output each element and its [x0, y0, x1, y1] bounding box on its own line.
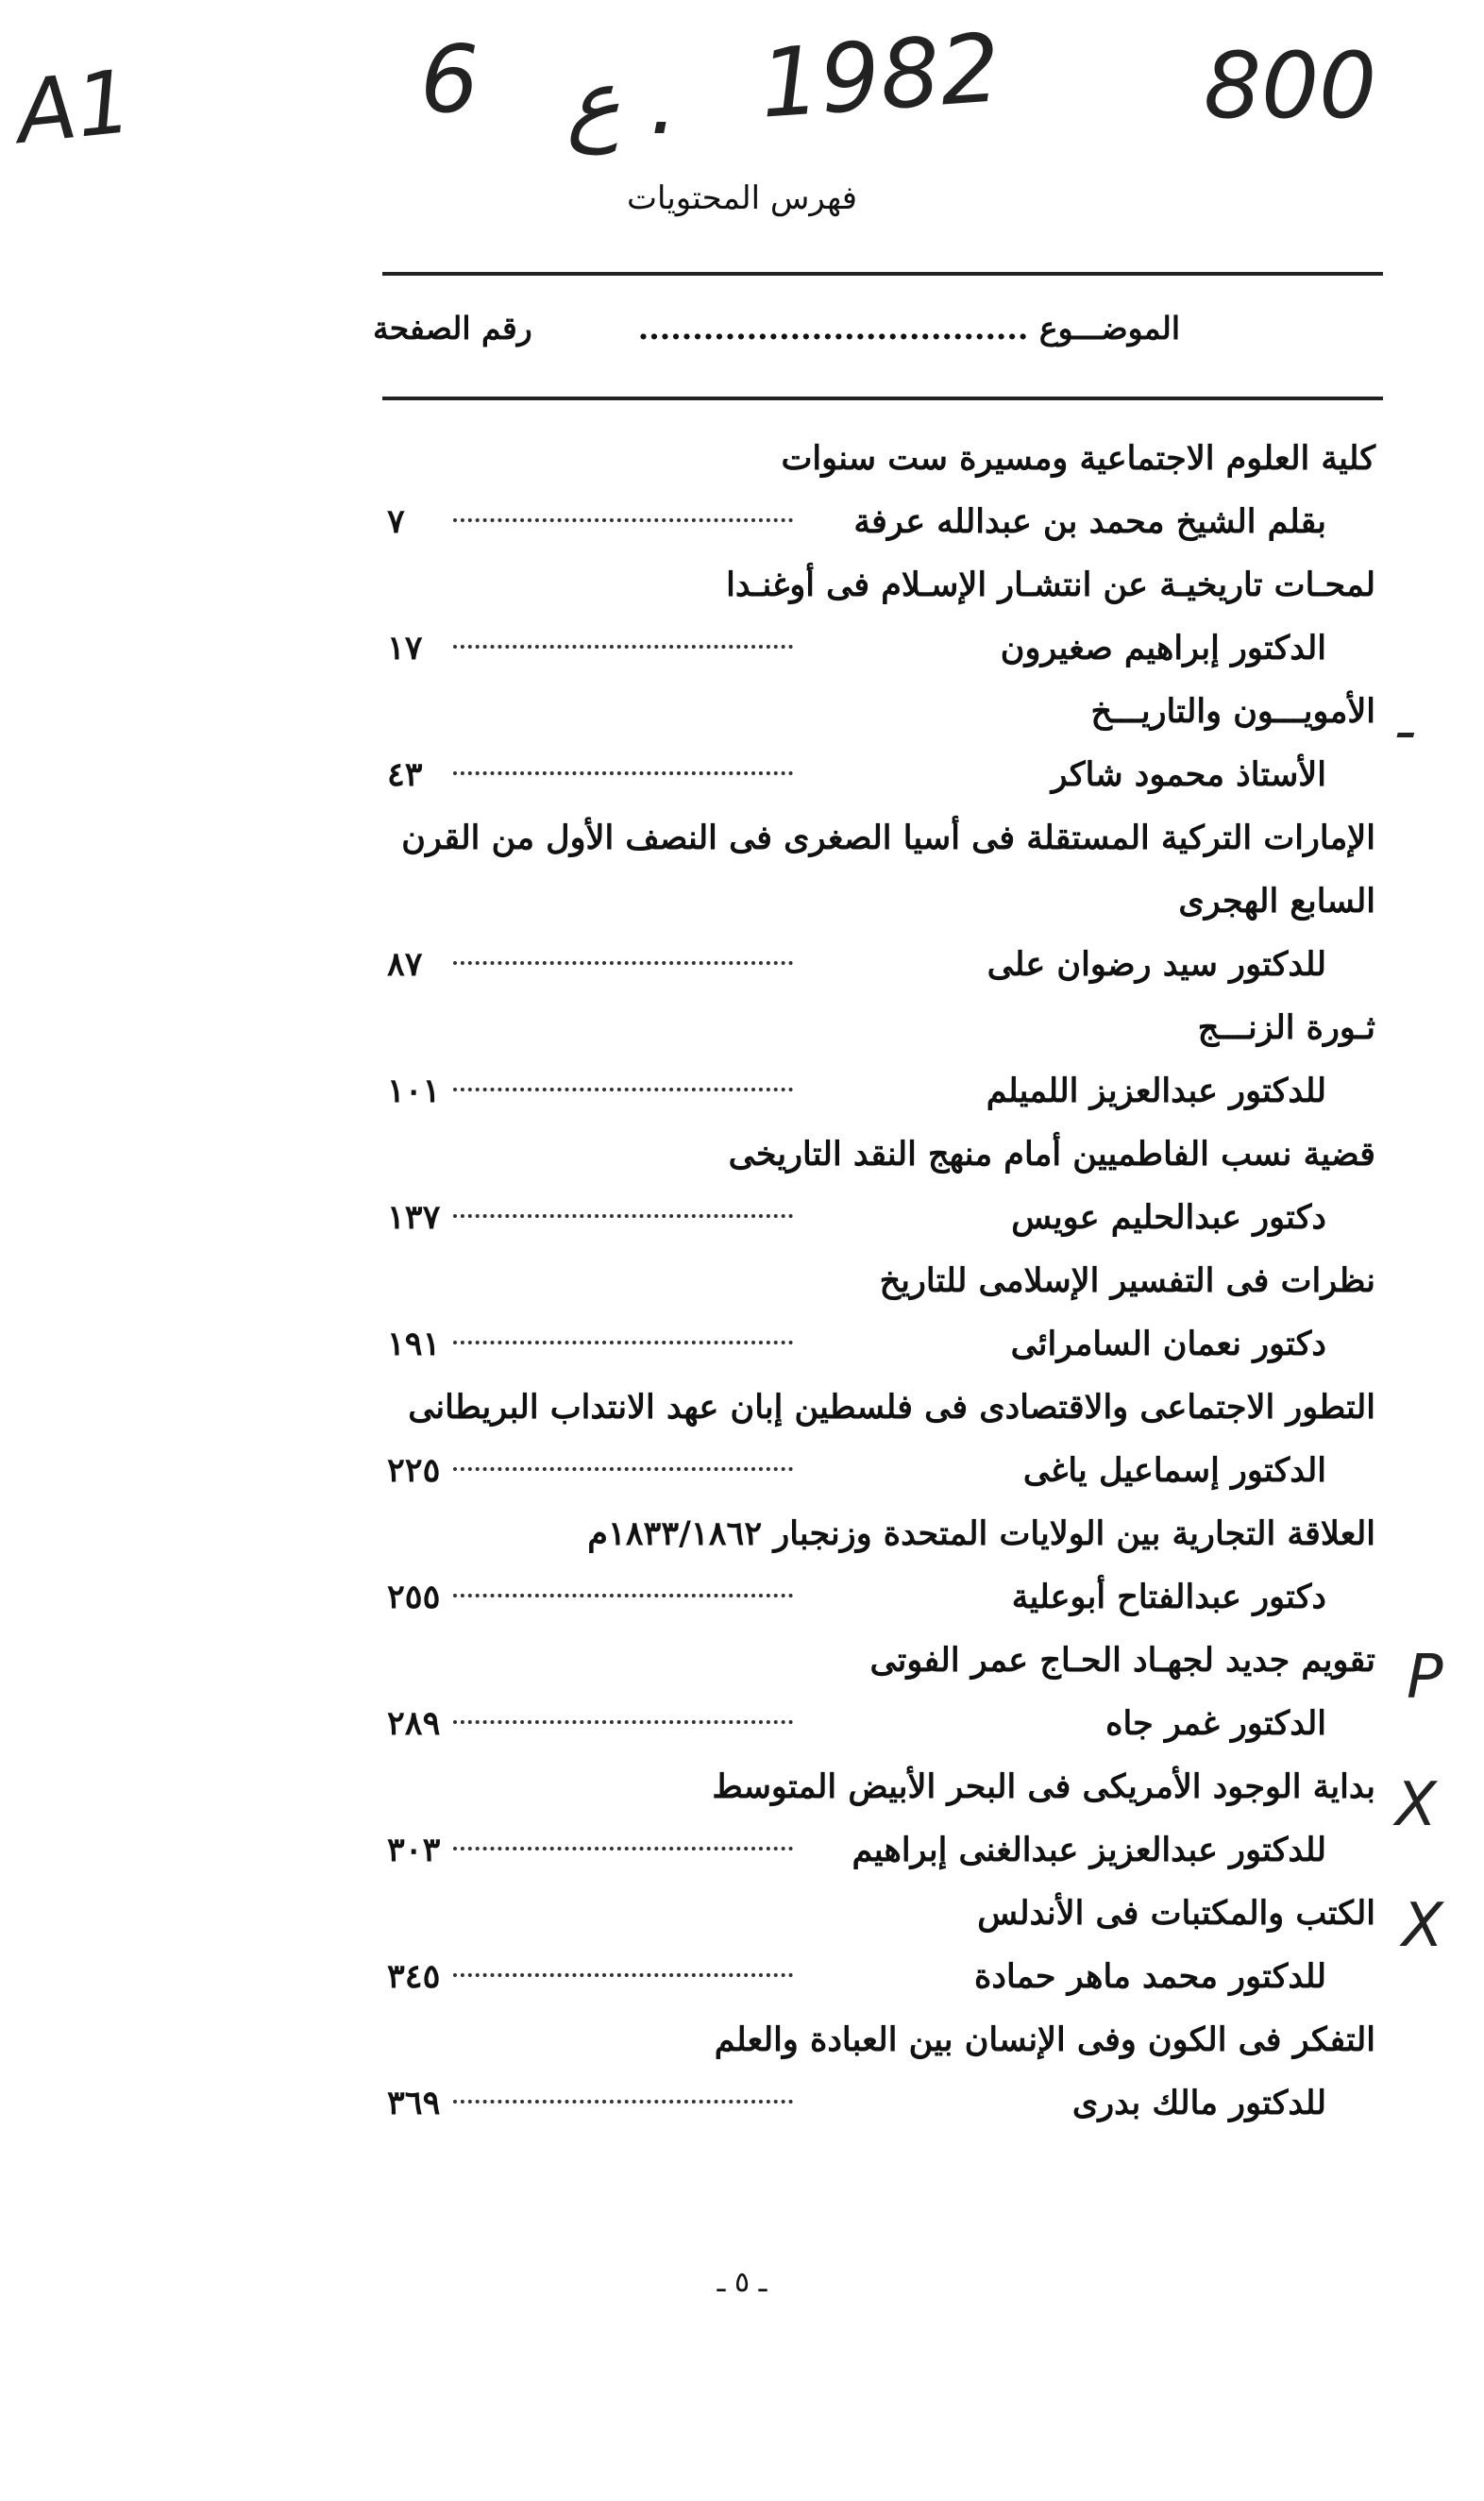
leader-dots	[453, 1973, 793, 1977]
entry-page-number: ٣٦٩	[387, 2084, 441, 2122]
entry-title: الأمويـــون والتاريـــخ	[1090, 692, 1375, 731]
leader-dots	[453, 1594, 793, 1597]
leader-dots	[453, 1847, 793, 1850]
handwritten-dash-mark: ـ	[1397, 689, 1413, 751]
entry-title: العلاقة التجارية بين الولايات المتحدة وزنجبار ١٨٣٣/١٨٦٢م	[587, 1514, 1375, 1553]
entry-page-number: ٨٧	[387, 945, 423, 984]
entry-author-row	[378, 1059, 1383, 1123]
leader-dots	[453, 1720, 793, 1724]
entry-title: بداية الوجود الأمريكى فى البحر الأبيض المتوسط	[712, 1767, 1375, 1806]
entry-author-row	[378, 1439, 1383, 1502]
entry-author: للدكتور عبدالعزيز اللميلم	[986, 1072, 1326, 1110]
entry-title: كلية العلوم الاجتماعية ومسيرة ست سنوات	[781, 439, 1375, 478]
entry-author: دكتور عبدالحليم عويس	[1011, 1198, 1326, 1237]
entry-page-number: ١٧	[387, 629, 423, 667]
entry-page-number: ١٠١	[387, 1072, 441, 1110]
entry-author-row	[378, 1945, 1383, 2008]
leader-dots	[453, 1341, 793, 1344]
entry-page-number: ١٩١	[387, 1325, 441, 1363]
entry-author-row	[378, 2071, 1383, 2135]
entry-author-row	[378, 743, 1383, 806]
entry-author: للدكتور سيد رضوان على	[987, 945, 1326, 984]
entry-author: الدكتور إبراهيم صغيرون	[1000, 629, 1326, 667]
entry-author: للدكتور محمد ماهر حمادة	[974, 1957, 1326, 1996]
entry-page-number: ٣٠٣	[387, 1831, 441, 1869]
entry-author: للدكتور مالك بدرى	[1071, 2084, 1326, 2122]
handwritten-x-mark: X	[1395, 1770, 1437, 1840]
entry-author: بقلم الشيخ محمد بن عبدالله عرفة	[853, 502, 1326, 541]
entry-author: الدكتور إسماعيل ياغى	[1022, 1451, 1326, 1490]
entry-author-row	[378, 1692, 1383, 1755]
handwritten-number: 6	[420, 26, 480, 134]
leader-dots	[453, 518, 793, 522]
entry-author-row	[378, 1312, 1383, 1376]
entry-title: الكتب والمكتبات فى الأندلس	[977, 1894, 1375, 1933]
entry-page-number: ٢٥٥	[387, 1578, 441, 1616]
leader-dots	[453, 2100, 793, 2104]
handwritten-x-mark: X	[1402, 1891, 1443, 1961]
header-topic: الموضـــوع ....................................	[637, 310, 1180, 346]
entry-page-number: ٢٢٥	[387, 1451, 441, 1490]
entry-author: دكتور نعمان السامرائى	[1010, 1325, 1326, 1363]
entry-title: تقويم جديد لجهـاد الحـاج عمر الفوتى	[869, 1641, 1375, 1680]
entry-page-number: ٢٨٩	[387, 1704, 441, 1743]
entry-page-number: ١٣٧	[387, 1198, 441, 1237]
entry-page-number: ٣٤٥	[387, 1957, 441, 1996]
table-header	[373, 310, 1180, 357]
entry-author: الأستاذ محمود شاكر	[1051, 755, 1326, 794]
entry-title: التطور الاجتماعى والاقتصادى فى فلسطين إبان عهد الانتداب البريطانى	[408, 1388, 1375, 1427]
entry-title: قضية نسب الفاطميين أمام منهج النقد التاريخى	[728, 1135, 1375, 1174]
entry-page-number: ٤٣	[387, 755, 423, 794]
entry-author-row	[378, 490, 1383, 553]
handwritten-code: 800	[1204, 33, 1377, 139]
bottom-divider	[382, 397, 1383, 400]
entry-page-number: ٧	[387, 502, 405, 541]
handwritten-year: 1982	[756, 12, 1004, 140]
header-page-number: رقم الصفحة	[373, 310, 532, 346]
entry-title-continued: السابع الهجرى	[1178, 882, 1375, 921]
handwritten-letter: ع .	[566, 49, 679, 155]
leader-dots	[453, 1467, 793, 1471]
entry-title: ثـورة الزنـــج	[1197, 1008, 1375, 1047]
leader-dots	[453, 1214, 793, 1218]
entry-title: الإمارات التركية المستقلة فى أسيا الصغرى فى النصف الأول من القرن	[401, 819, 1375, 857]
page-title: فهرس المحتويات	[626, 179, 858, 217]
top-divider	[382, 272, 1383, 276]
page-number: ـ ٥ ـ	[717, 2266, 767, 2299]
entry-author-row	[378, 1565, 1383, 1629]
entry-author-row	[378, 933, 1383, 996]
leader-dots	[453, 1088, 793, 1091]
entry-title: نظرات فى التفسير الإسلامى للتاريخ	[879, 1261, 1375, 1300]
entry-title: لمحـات تاريخيـة عن انتشـار الإسـلام فى أوغنـدا	[726, 566, 1375, 604]
entry-author: للدكتور عبدالعزيز عبدالغنى إبراهيم	[852, 1831, 1326, 1869]
entry-author-row	[378, 617, 1383, 680]
entry-author: الدكتور غمر جاه	[1105, 1704, 1326, 1743]
handwritten-corner-mark: A1	[11, 50, 137, 164]
entry-title: التفكر فى الكون وفى الإنسان بين العبادة والعلم	[714, 2020, 1375, 2059]
table-of-contents	[378, 427, 1383, 2135]
entry-author-row	[378, 1818, 1383, 1882]
entry-author-row	[378, 1186, 1383, 1249]
leader-dots	[453, 645, 793, 649]
leader-dots	[453, 771, 793, 775]
leader-dots	[453, 961, 793, 965]
entry-author: دكتور عبدالفتاح أبوعلية	[1011, 1578, 1326, 1616]
handwritten-p-mark: P	[1407, 1643, 1443, 1713]
